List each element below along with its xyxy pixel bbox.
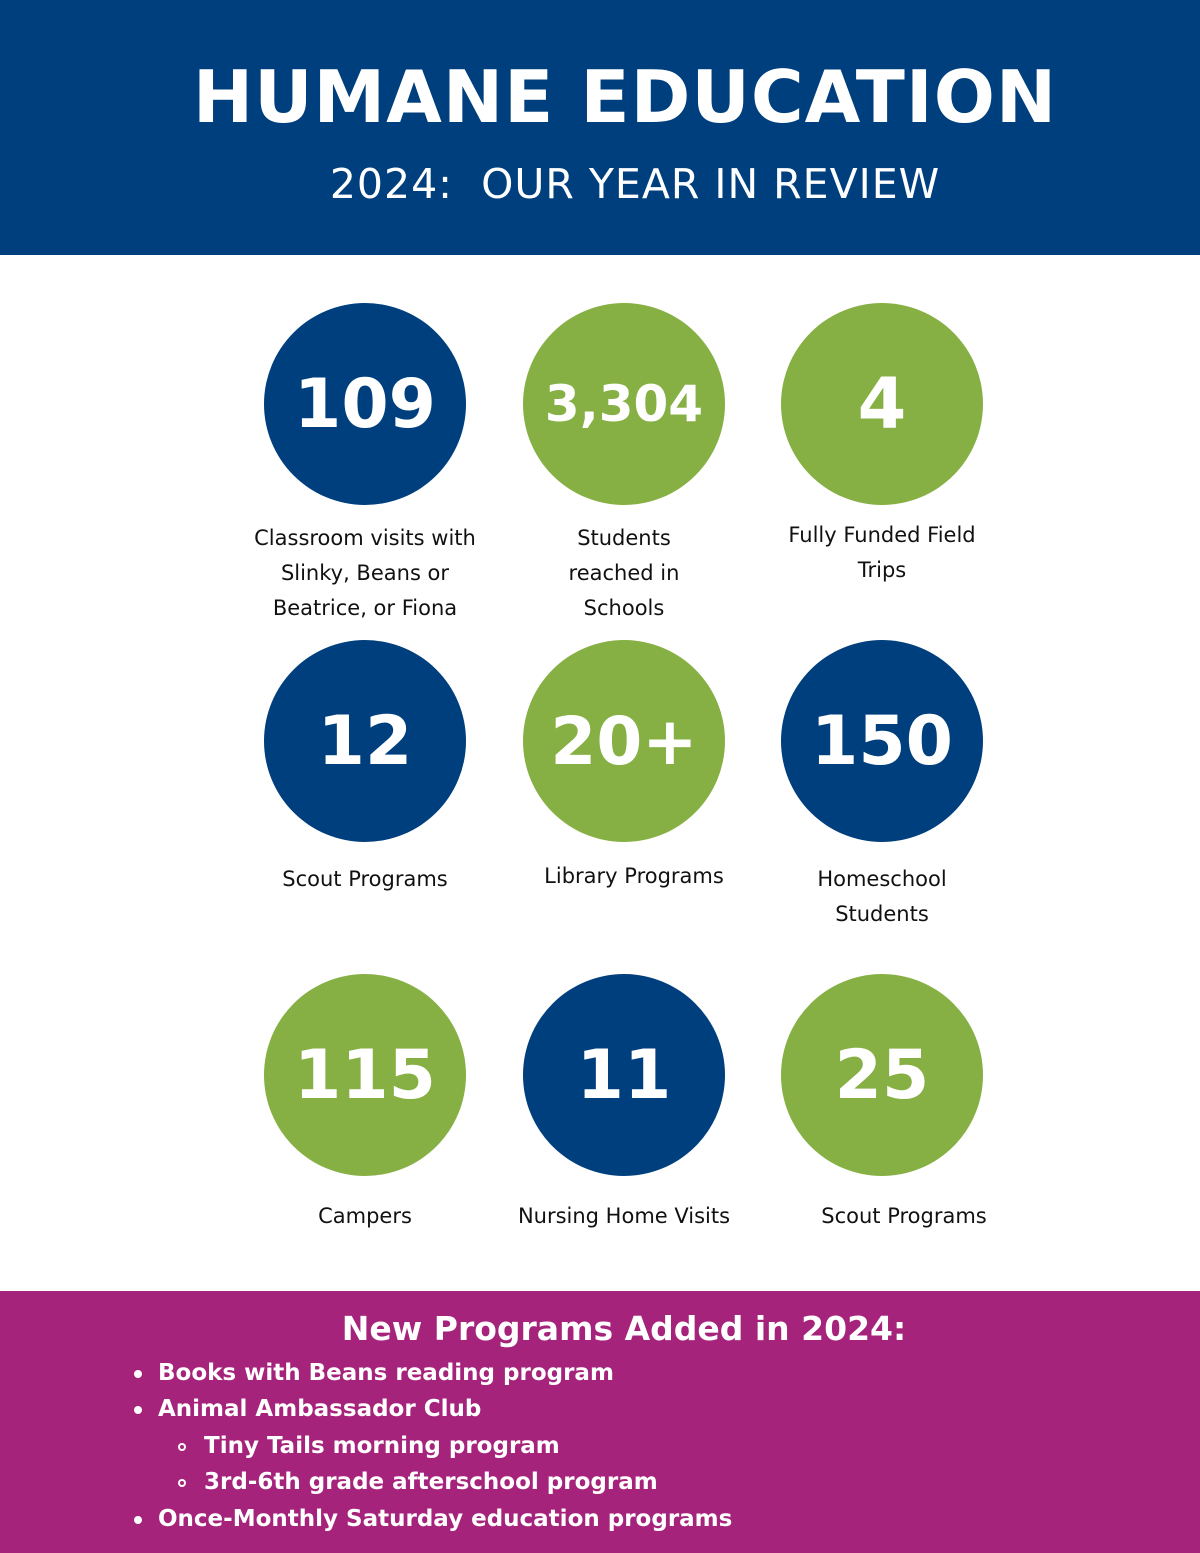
stat-value: 12: [317, 701, 413, 781]
page-subtitle: 2024: OUR YEAR IN REVIEW: [329, 160, 941, 208]
header-banner: [0, 0, 1200, 255]
stat-label-line: Students: [577, 526, 671, 550]
stat-circle: [523, 640, 725, 842]
stat-label-line: Beatrice, or Fiona: [272, 596, 458, 620]
stat-value: 115: [294, 1035, 436, 1115]
program-item-text: Once-Monthly Saturday education programs: [158, 1506, 733, 1532]
stat-label: [235, 1199, 495, 1234]
stat-value: 25: [834, 1035, 930, 1115]
stat-label: [774, 1199, 1034, 1234]
stat-label-line: Classroom visits with: [254, 526, 476, 550]
stat-label-line: Schools: [583, 596, 665, 620]
bullet-icon: [134, 1516, 142, 1524]
stat-circle: [523, 303, 725, 505]
stat-value: 11: [576, 1035, 672, 1115]
new-programs-title: New Programs Added in 2024:: [341, 1309, 907, 1348]
program-list-item: [158, 1391, 481, 1427]
stat-label-line: Library Programs: [544, 864, 724, 888]
program-item-text: Tiny Tails morning program: [204, 1433, 560, 1459]
stat-label: [504, 859, 764, 894]
stat-value: 3,304: [544, 375, 704, 433]
stat-value: 109: [294, 364, 436, 444]
stat-label: [494, 1199, 754, 1234]
stat-circle: [781, 974, 983, 1176]
stat-label-line: Slinky, Beans or: [280, 561, 450, 585]
stat-label: [752, 518, 1012, 588]
bullet-icon: [134, 1370, 142, 1378]
bullet-icon: [134, 1406, 142, 1414]
stat-label-line: Fully Funded Field: [788, 523, 976, 547]
stat-label-line: Students: [835, 902, 929, 926]
program-list-item: [204, 1428, 560, 1464]
new-programs-section: [0, 1291, 1200, 1553]
program-item-text: Books with Beans reading program: [158, 1360, 614, 1386]
stat-label-line: Homeschool: [817, 867, 947, 891]
stat-label-line: Nursing Home Visits: [517, 1204, 731, 1228]
stat-circle: [264, 640, 466, 842]
program-list-item: [158, 1355, 614, 1391]
stat-circle: [781, 303, 983, 505]
stat-label: [235, 862, 495, 897]
stat-label: [235, 521, 495, 626]
program-list-item: [158, 1501, 732, 1537]
circle-bullet-icon: [178, 1443, 186, 1451]
stat-label: [752, 862, 1012, 932]
stat-circle: [264, 974, 466, 1176]
stat-value: 4: [857, 363, 907, 445]
page-title: HUMANE EDUCATION: [192, 55, 1058, 139]
stat-value: 20+: [550, 702, 698, 780]
stat-label-line: Campers: [318, 1204, 412, 1228]
stat-label-line: Scout Programs: [821, 1204, 987, 1228]
program-item-text: Animal Ambassador Club: [158, 1396, 482, 1422]
stat-circle: [523, 974, 725, 1176]
program-item-text: 3rd-6th grade afterschool program: [204, 1469, 658, 1495]
program-list-item: [204, 1464, 658, 1500]
stat-label-line: reached in: [568, 561, 680, 585]
circle-bullet-icon: [178, 1479, 186, 1487]
stat-label: [494, 521, 754, 626]
stat-circle: [781, 640, 983, 842]
stat-label-line: Scout Programs: [282, 867, 448, 891]
stat-label-line: Trips: [857, 558, 907, 582]
stat-value: 150: [811, 701, 953, 781]
stat-circle: [264, 303, 466, 505]
